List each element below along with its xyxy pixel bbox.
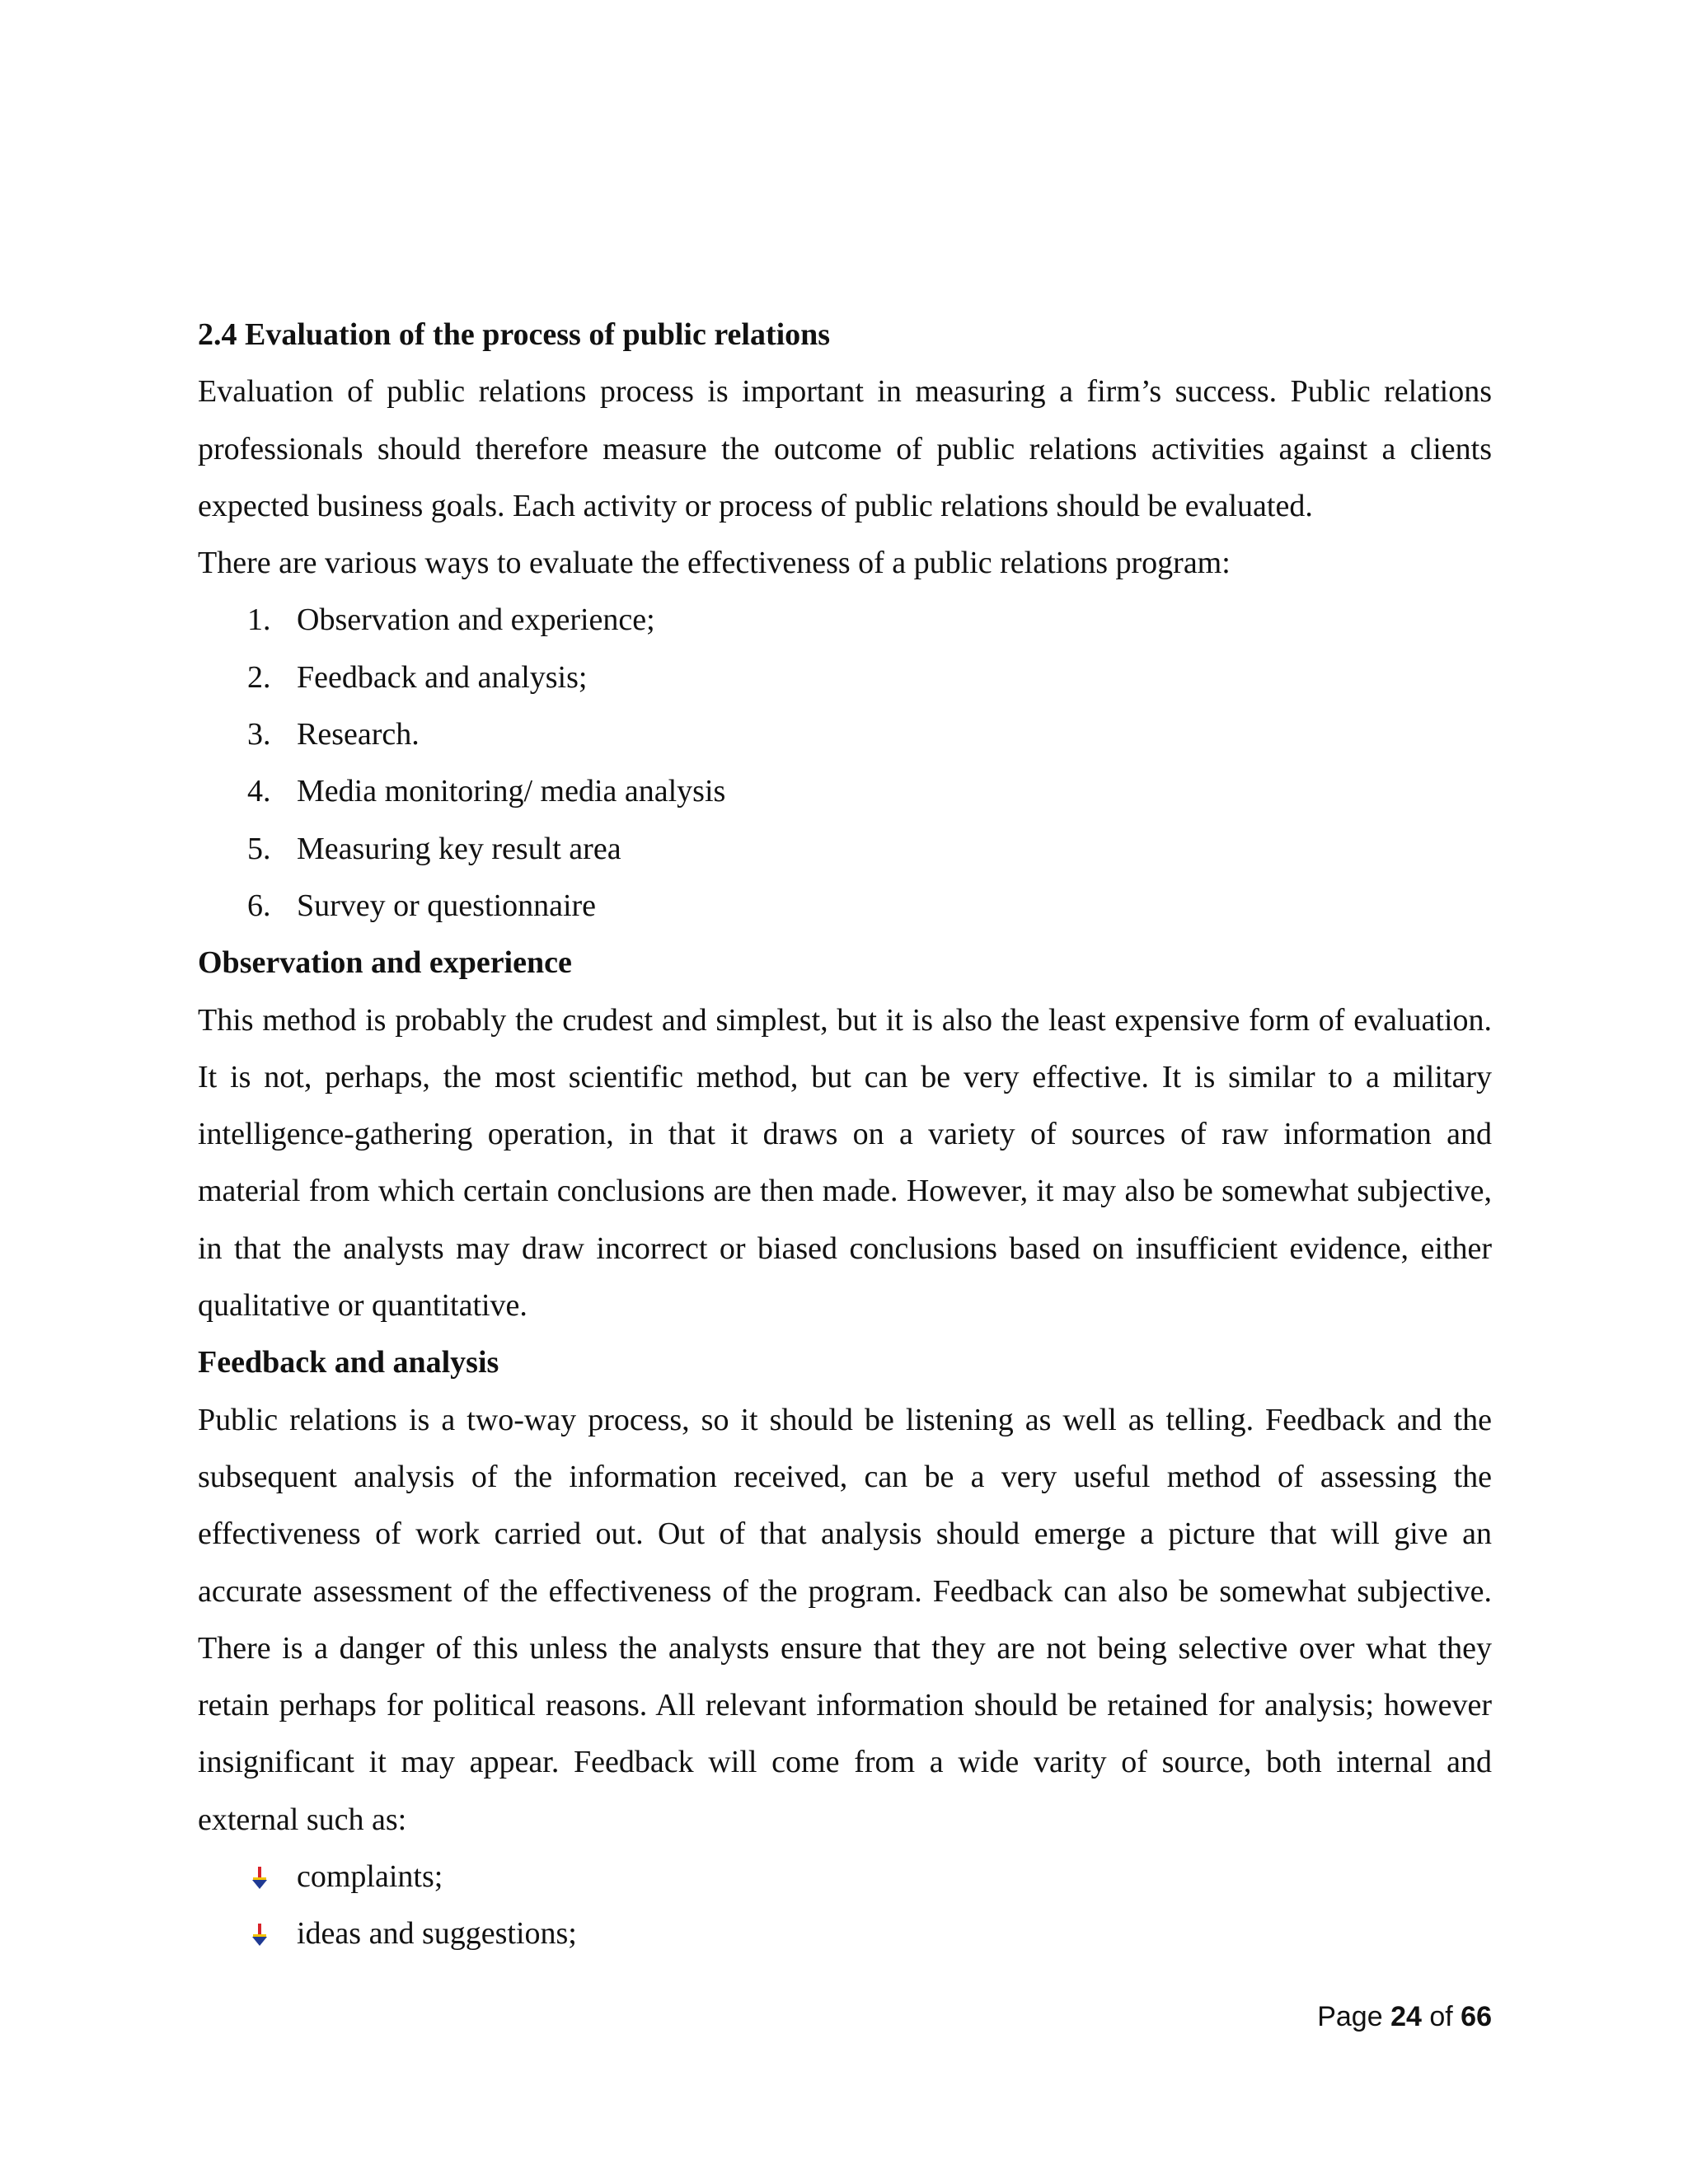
list-item-text: Media monitoring/ media analysis <box>297 774 726 809</box>
list-item <box>198 763 1492 820</box>
feedback-paragraph: Public relations is a two-way process, so it should be listening as well as telling. Feedback and the subsequent analysis of the information received, can be a very useful method of assessing the effectiveness of work carried out. Out of that analysis should emerge a picture that will give an accurate assessment of the effectiveness of the program. Feedback can also be somewhat subjective. There is a danger of this unless the analysts ensure that they are not being selective over what they retain perhaps for political reasons. All relevant information should be retained for analysis; however insignificant it may appear. Feedback will come from a wide varity of source, both internal and external such as: <box>198 1402 1492 1837</box>
list-item-number: 6. <box>247 888 271 923</box>
list-item <box>198 1905 1492 1962</box>
list-item <box>198 649 1492 706</box>
list-item-text: complaints; <box>297 1859 443 1895</box>
observation-heading: Observation and experience <box>198 945 572 981</box>
list-item <box>198 821 1492 878</box>
page-label: Page <box>1317 2001 1383 2032</box>
list-item-number: 1. <box>247 602 271 638</box>
arrow-down-bullet-icon <box>251 1867 269 1890</box>
list-item-text: Observation and experience; <box>297 602 655 638</box>
list-item-text: Survey or questionnaire <box>297 888 597 923</box>
page-number: 24 <box>1390 2001 1422 2032</box>
section-intro-paragraph: Evaluation of public relations process is important in measuring a firm’s success. Public relations professionals should therefore measure the outcome of public relations activities against a clients expected business goals. Each activity or process of public relations should be evaluated. <box>198 374 1492 523</box>
list-item-number: 4. <box>247 774 271 809</box>
document-body <box>198 307 1492 1963</box>
observation-paragraph: This method is probably the crudest and simplest, but it is also the least expensive form of evaluation. It is not, perhaps, the most scientific method, but can be very effective. It is similar to a military intelligence-gathering operation, in that it draws on a variety of sources of raw information and material from which certain conclusions are then made. However, it may also be somewhat subjective, in that the analysts may draw incorrect or biased conclusions based on insufficient evidence, either qualitative or quantitative. <box>198 1002 1492 1324</box>
methods-list-intro: There are various ways to evaluate the effectiveness of a public relations program: <box>198 546 1231 581</box>
arrow-down-bullet-icon <box>251 1924 269 1947</box>
list-item-text: Measuring key result area <box>297 831 621 866</box>
feedback-heading: Feedback and analysis <box>198 1345 499 1380</box>
section-heading: 2.4 Evaluation of the process of public relations <box>198 317 831 352</box>
list-item-text: Research. <box>297 717 420 752</box>
of-label: of <box>1429 2001 1453 2032</box>
list-item <box>198 878 1492 935</box>
feedback-sources-list <box>198 1849 1492 1963</box>
list-item-number: 3. <box>247 717 271 752</box>
list-item-number: 2. <box>247 659 271 695</box>
list-item <box>198 592 1492 649</box>
list-item-text: Feedback and analysis; <box>297 659 588 695</box>
list-item-text: ideas and suggestions; <box>297 1916 577 1952</box>
total-pages: 66 <box>1461 2001 1492 2032</box>
list-item-number: 5. <box>247 831 271 866</box>
page-footer <box>1317 2001 1492 2033</box>
evaluation-methods-list <box>198 592 1492 935</box>
list-item <box>198 1849 1492 1905</box>
list-item <box>198 706 1492 763</box>
